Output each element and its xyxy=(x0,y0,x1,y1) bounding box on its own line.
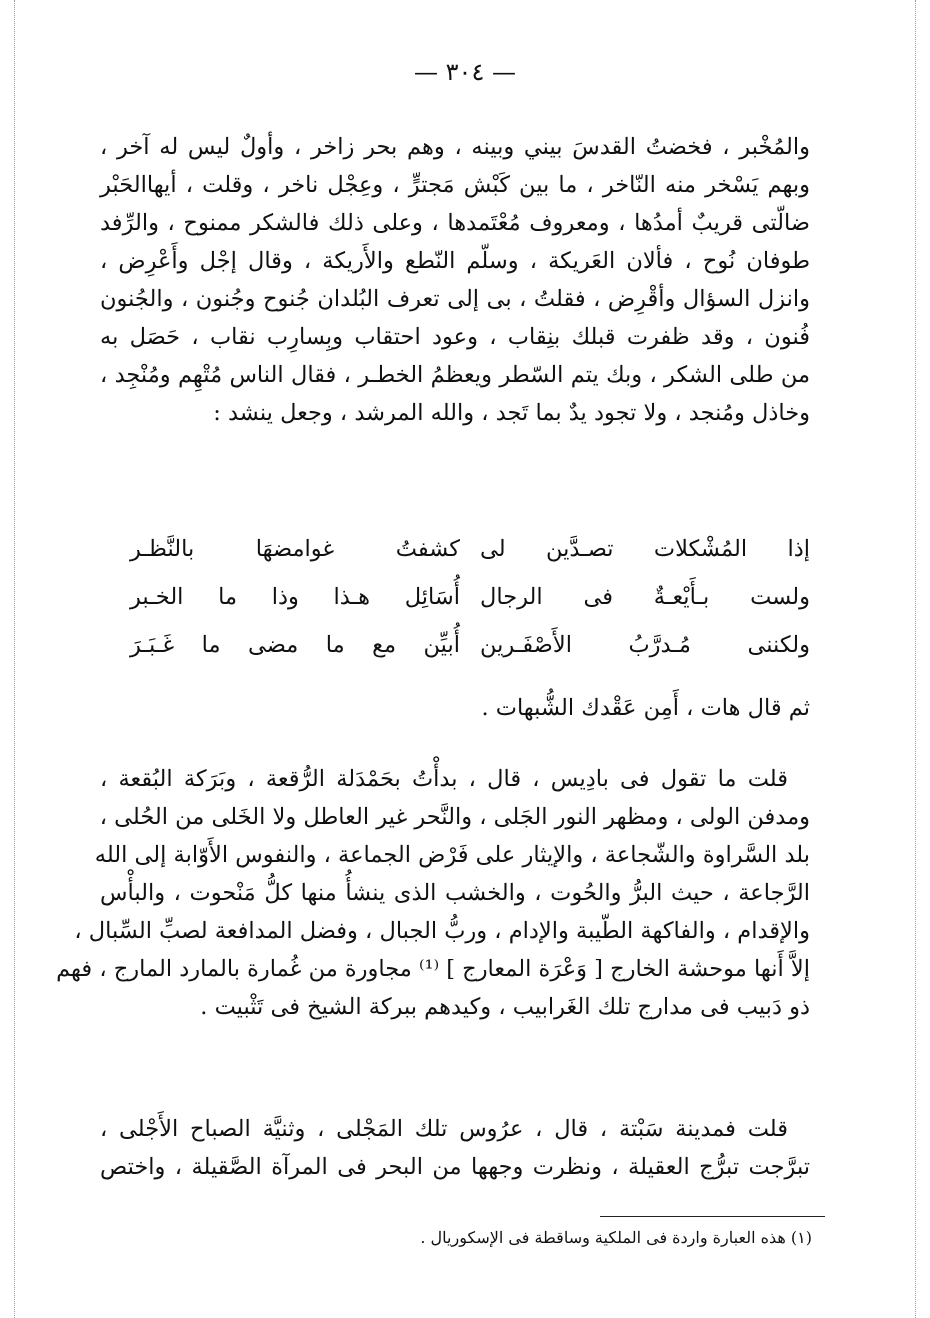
text-line: فُنون ، وقد ظفرت قبلك بنِقاب ، وعود احتقاب وبِسارِب نقاب ، حَصَل به xyxy=(100,324,810,350)
page-number: — ٣٠٤ — xyxy=(414,58,516,86)
footnote-separator xyxy=(600,1216,825,1217)
text-line: والمُخْبر ، فخضتُ القدسَ بيني وبينه ، وهم بحر زاخر ، وأولٌ ليس له آخر ، xyxy=(100,134,810,160)
verse-closing-line: ثم قال هات ، أَمِن عَقْدك الشُّبهات . xyxy=(481,695,810,721)
paragraph-3 xyxy=(100,1110,810,1186)
text-line: تبرَّجت تبرُّج العقيلة ، ونظرت وجهها من البحر فى المرآة الصَّقيلة ، واختص xyxy=(100,1154,810,1180)
paragraph-2 xyxy=(56,760,810,1026)
text-line: من طلى الشكر ، وبك يتم السّطر ويعظمُ الخطـر ، فقال الناس مُتْهِم ومُنْجِد ، xyxy=(100,362,810,388)
paragraph-1 xyxy=(100,128,810,432)
verse-first-hemistich: ولكننى مُـدرَّبُ الأَصْفَـرين xyxy=(480,632,810,658)
text-line: وبهم يَسْخر منه النّاخر ، ما بين كَبْش مَجترٍّ ، وعِجْل ناخر ، وقلت ، أيهاالحَبْر xyxy=(100,172,810,198)
text-line: وانزل السؤال وأقْرِض ، فقلتُ ، بى إلى تعرف البُلدان جُنوح وجُنون ، والجُنون xyxy=(100,286,810,312)
text-line: والإقدام ، والفاكهة الطّيبة والإدام ، وربُّ الجبال ، وفضل المدافعة لصبِّ السِّبال ، xyxy=(74,918,810,944)
verse-second-hemistich: أُسَائِل هـذا وذا ما الخـبر xyxy=(130,584,460,610)
text-line: وخاذل ومُنجد ، ولا تجود يدٌ بما تَجد ، والله المرشد ، وجعل ينشد : xyxy=(213,400,810,426)
verse-line xyxy=(130,525,810,573)
verse-second-hemistich: أُبيِّن مع ما مضى ما غَـبَـرَ xyxy=(130,632,460,658)
poem-verses xyxy=(130,525,810,669)
text-line: قلت ما تقول فى بادِيس ، قال ، بدأْتُ بحَمْدَلة الرُّقعة ، وبَرَكة البُقعة ، xyxy=(100,766,788,792)
text-line: قلت فمدينة سَبْتة ، قال ، عرُوس تلك المَجْلى ، وثنيَّة الصباح الأَجْلى ، xyxy=(100,1116,788,1142)
verse-second-hemistich: كشفتُ غوامضهَا بالنَّظـر xyxy=(130,536,460,562)
verse-first-hemistich: ولست بـأَيْعـةٌ فى الرجال xyxy=(480,584,810,610)
text-line: ذو دَبيب فى مدارج تلك الغَرابيب ، وكيدهم ببركة الشيخ فى تَثْبيت . xyxy=(200,994,810,1020)
verse-line xyxy=(130,621,810,669)
text-line: إلاَّ أَنها موحشة الخارج [ وَعْرَة المعارج ] ⁽¹⁾ مجاورة من غُمارة بالمارد المارج ، فهم xyxy=(56,956,810,982)
text-line: طوفان نُوح ، فألان العَريكة ، وسلّم النّطع والأَريكة ، وقال إجْل وأَعْرِض ، xyxy=(100,248,810,274)
text-line: بلد السَّراوة والشّجاعة ، والإيثار على فَرْض الجماعة ، والنفوس الأَوّابة إلى الله xyxy=(94,842,810,868)
text-line: الرَّجاعة ، حيث البرُّ والحُوت ، والخشب الذى ينشأُ منها كلُّ مَنْحوت ، والبأْس xyxy=(100,880,810,906)
left-margin-dots xyxy=(14,0,15,1318)
text-line: ضالّتى قريبٌ أمدُها ، ومعروف مُعْتَمدها ، وعلى ذلك فالشكر ممنوح ، والرِّفد xyxy=(100,210,810,236)
verse-first-hemistich: إذا المُشْكلات تصـدَّين لى xyxy=(480,536,810,562)
verse-line xyxy=(130,573,810,621)
text-line: ومدفن الولى ، ومظهر النور الجَلى ، والنَّحر غير العاطل ولا الخَلى من الحُلى ، xyxy=(99,804,810,830)
right-margin-dots xyxy=(915,0,916,1318)
footnote: (١) هذه العبارة واردة فى الملكية وساقطة فى الإسكوريال . xyxy=(420,1228,812,1247)
